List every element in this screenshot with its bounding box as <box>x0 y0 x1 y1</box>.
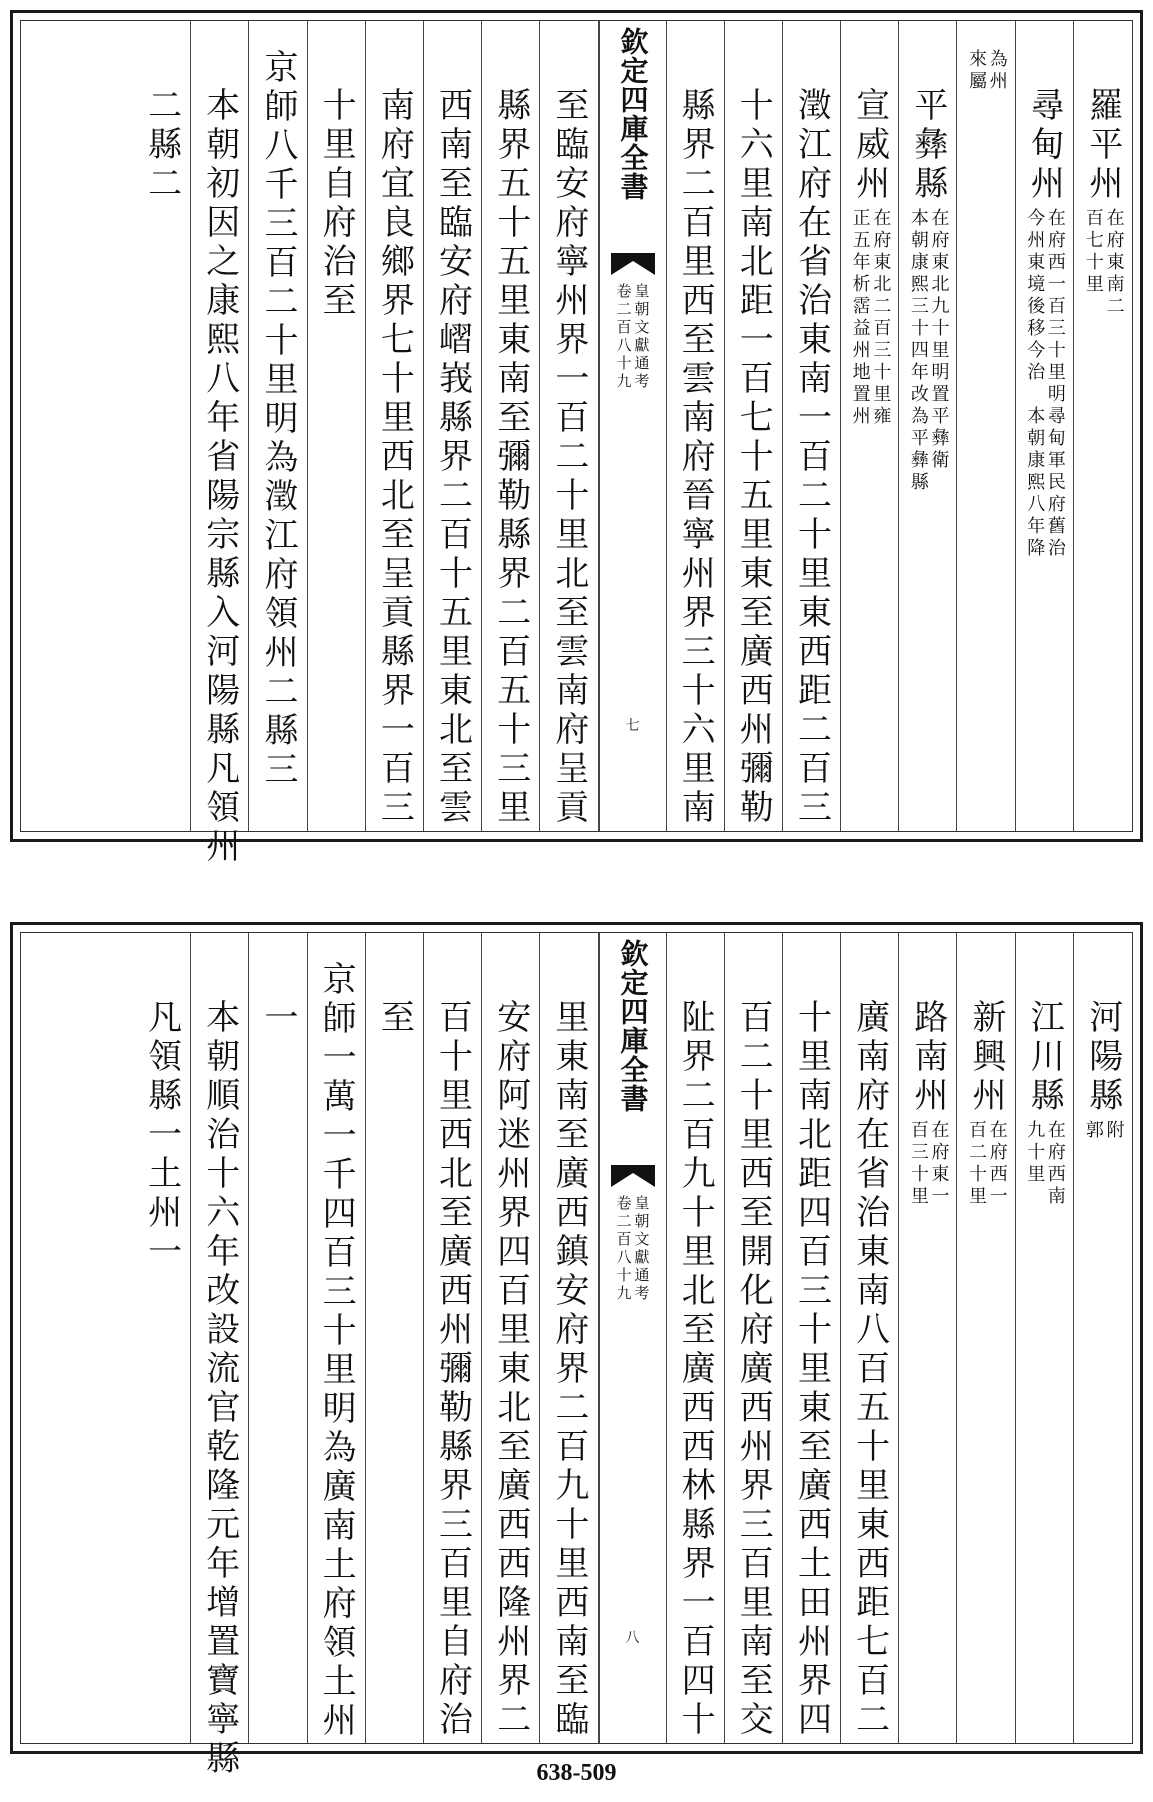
main-text: 至 <box>374 999 415 1038</box>
bottom_leaf-left_columns-column <box>133 933 191 1743</box>
fish-tail-mark-icon <box>611 253 655 275</box>
main-text: 阯界二百九十里北至廣西西林縣界一百四十 <box>675 999 716 1740</box>
column-text <box>249 999 306 1038</box>
annotation-text: 在府東南二 百七十里 <box>1082 208 1125 318</box>
annotation-text: 在府東北九十里明置平彝衛 本朝康熙三十四年改為平彝縣 <box>907 208 950 494</box>
bottom_leaf-left_columns-column <box>191 933 249 1779</box>
top-leaf <box>10 10 1143 867</box>
bottom_leaf-right_columns-column <box>725 933 783 1743</box>
top_leaf-left_columns-column <box>424 21 482 831</box>
main-text: 京師八千三百二十里明為澂江府領州二縣三 <box>257 49 298 790</box>
annotation-text: 附 郭 <box>1082 1120 1125 1142</box>
top_leaf-left_columns-column <box>249 21 307 831</box>
bottom_leaf-right_columns-column <box>1016 933 1074 1743</box>
column-text <box>783 87 840 828</box>
column-text <box>899 999 956 1208</box>
bottom_leaf-center-gutter <box>599 933 667 1743</box>
column-text <box>1016 87 1073 560</box>
column-text <box>191 87 248 867</box>
column-text <box>667 999 724 1740</box>
column-text <box>308 961 365 1741</box>
annotation-text: 在府東北二百三十里雍 正五年析霑益州地置州 <box>849 208 892 428</box>
annotation-text: 在府西一百三十里明尋甸軍民府舊治 今州東境後移今治 本朝康熙八年降 <box>1024 208 1066 560</box>
column-text <box>191 999 248 1779</box>
annotation-text: 在府西一 百二十里 <box>966 1120 1008 1208</box>
column-text <box>308 87 365 321</box>
bottom_leaf-left_columns-column <box>308 933 366 1743</box>
top_leaf-right_columns-column <box>725 21 783 831</box>
main-text: 廣南府在省治東南八百五十里東西距七百二 <box>849 999 890 1740</box>
bottom_leaf-left_columns-column <box>424 933 482 1743</box>
main-text: 南府宜良鄉界七十里西北至呈貢縣界一百三 <box>374 87 415 828</box>
top_leaf-center-gutter <box>599 21 667 831</box>
leaf-number: 七 <box>625 718 640 734</box>
bottom_leaf-right_columns-column <box>667 933 725 1743</box>
book-title: 欽定四庫全書 <box>616 27 650 201</box>
column-text <box>957 999 1014 1208</box>
main-text: 西南至臨安府嶍峩縣界二百十五里東北至雲 <box>432 87 473 828</box>
column-text <box>540 87 597 828</box>
column-text <box>366 87 423 828</box>
main-text: 本朝順治十六年改設流官乾隆元年增置寶寧縣 <box>199 999 240 1779</box>
column-text <box>133 87 190 204</box>
annotation-text: 為州 來屬 <box>966 49 1008 93</box>
top_leaf-right_columns-column <box>899 21 957 831</box>
main-text: 縣界二百里西至雲南府晉寧州界三十六里南 <box>675 87 716 828</box>
top_leaf-right_columns-column <box>783 21 841 831</box>
top_leaf-right_columns-column <box>667 21 725 831</box>
column-text <box>482 999 539 1740</box>
main-text: 澂江府在省治東南一百二十里東西距二百三 <box>791 87 832 828</box>
main-text: 河陽縣 <box>1082 999 1123 1116</box>
main-text: 京師一萬一千四百三十里明為廣南土府領土州 <box>316 961 357 1741</box>
main-text: 縣界五十五里東南至彌勒縣界二百五十三里 <box>490 87 531 828</box>
main-text: 凡領縣一土州一 <box>141 999 182 1272</box>
top_leaf-left_columns-column <box>366 21 424 831</box>
column-text <box>1074 999 1132 1142</box>
column-text <box>899 87 956 494</box>
leaf-number: 八 <box>625 1630 640 1646</box>
main-text: 二縣二 <box>141 87 182 204</box>
main-text: 百二十里西至開化府廣西州界三百里南至交 <box>733 999 774 1740</box>
page-number: 638-509 <box>536 1760 617 1786</box>
volume-title: 皇朝文獻通考 卷二百八十九 <box>614 1195 651 1303</box>
bottom_leaf-right_columns-column <box>899 933 957 1743</box>
column-text <box>424 999 481 1740</box>
column-text <box>841 999 898 1740</box>
main-text: 路南州 <box>907 999 948 1116</box>
column-text <box>1074 87 1132 318</box>
bottom_leaf-right_columns-column <box>841 933 899 1743</box>
column-text <box>482 87 539 828</box>
top_leaf-left_columns-column <box>191 21 249 867</box>
column-text <box>725 87 782 828</box>
bottom_leaf-right_columns-column <box>1074 933 1132 1743</box>
main-text: 至臨安府寧州界一百二十里北至雲南府呈貢 <box>548 87 589 828</box>
top_leaf-right_columns-column <box>1074 21 1132 831</box>
volume-title: 皇朝文獻通考 卷二百八十九 <box>614 283 651 391</box>
column-text <box>957 49 1014 93</box>
main-text: 新興州 <box>966 999 1007 1116</box>
column-text <box>540 999 597 1740</box>
column-text <box>841 87 898 428</box>
top-leaf-columns <box>21 21 1132 867</box>
top_leaf-right_columns-column <box>957 21 1015 831</box>
main-text: 百十里西北至廣西州彌勒縣界三百里自府治 <box>432 999 473 1740</box>
main-text: 本朝初因之康熙八年省陽宗縣入河陽縣凡領州 <box>199 87 240 867</box>
column-text <box>1016 999 1073 1208</box>
top_leaf-right_columns-column <box>1016 21 1074 831</box>
column-text <box>366 999 423 1038</box>
bottom_leaf-right_columns-column <box>783 933 841 1743</box>
top_leaf-left_columns-column <box>540 21 598 831</box>
main-text: 宣威州 <box>849 87 890 204</box>
column-text <box>783 999 840 1740</box>
top-leaf-frame <box>20 20 1133 867</box>
bottom_leaf-left_columns-column <box>366 933 424 1743</box>
main-text: 十里自府治至 <box>316 87 357 321</box>
column-text <box>133 999 190 1272</box>
main-text: 里東南至廣西鎮安府界二百九十里西南至臨 <box>548 999 589 1740</box>
main-text: 尋甸州 <box>1024 87 1065 204</box>
column-text <box>249 49 306 790</box>
top_leaf-left_columns-column <box>133 21 191 831</box>
fish-tail-mark-icon <box>611 1165 655 1187</box>
main-text: 安府阿迷州界四百里東北至廣西西隆州界二 <box>490 999 531 1740</box>
column-text <box>424 87 481 828</box>
bottom_leaf-left_columns-column <box>540 933 598 1743</box>
bottom_leaf-right_columns-column <box>957 933 1015 1743</box>
top_leaf-left_columns-column <box>308 21 366 831</box>
top_leaf-right_columns-column <box>841 21 899 831</box>
column-text <box>725 999 782 1740</box>
book-title: 欽定四庫全書 <box>616 939 650 1113</box>
annotation-text: 在府東一 百三十里 <box>907 1120 950 1208</box>
annotation-text: 在府西南 九十里 <box>1024 1120 1066 1208</box>
main-text: 一 <box>257 999 298 1038</box>
top_leaf-left_columns-column <box>482 21 540 831</box>
bottom_leaf-left_columns-column <box>249 933 307 1743</box>
main-text: 十六里南北距一百七十五里東至廣西州彌勒 <box>733 87 774 828</box>
main-text: 平彝縣 <box>907 87 948 204</box>
column-text <box>667 87 724 828</box>
main-text: 羅平州 <box>1082 87 1123 204</box>
main-text: 江川縣 <box>1024 999 1065 1116</box>
bottom_leaf-left_columns-column <box>482 933 540 1743</box>
main-text: 十里南北距四百三十里東至廣西土田州界四 <box>791 999 832 1740</box>
